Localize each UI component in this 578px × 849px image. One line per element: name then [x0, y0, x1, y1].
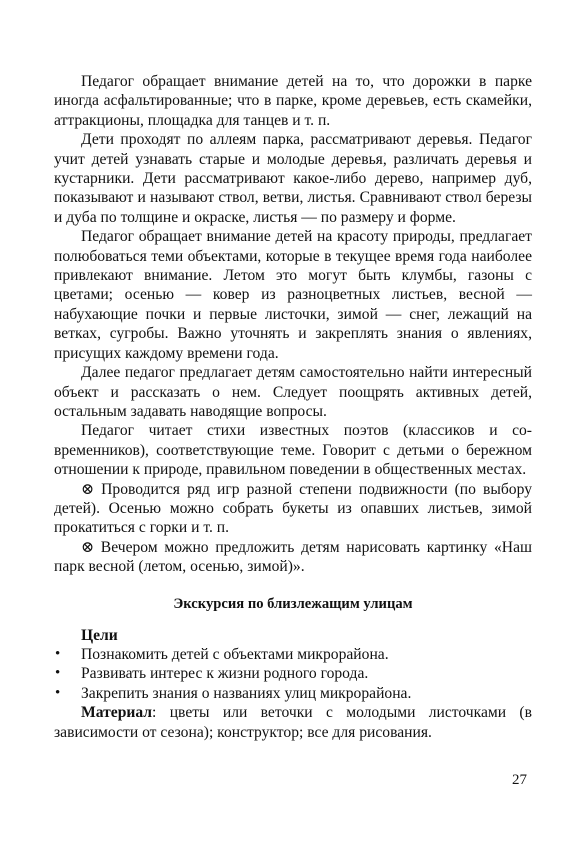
- section-title: Экскурсия по близлежащим улицам: [173, 595, 413, 612]
- list-item: [54, 664, 532, 683]
- material-label: Материал: [81, 704, 153, 722]
- bullet-icon: •: [55, 645, 61, 662]
- paragraph-6: ⊗ Проводится ряд игр разной степени подвижности (по выбору детей). Осенью можно собрать букеты из опавших листьев, зимой прокатиться с горки и т. п.: [54, 480, 532, 537]
- list-item: [54, 645, 532, 664]
- list-item: [54, 684, 532, 703]
- goal-text: Закрепить знания о названиях улиц микрорайона.: [81, 684, 412, 702]
- goals-list: [54, 645, 532, 703]
- material-paragraph: [54, 703, 532, 742]
- bullet-icon: •: [55, 665, 61, 682]
- material-text: : цветы или веточки с молодыми листочками (в зависимости от сезона); конструктор; все для рисования.: [54, 704, 532, 741]
- paragraph-1: Педагог обращает внимание детей на то, что дорожки в парке иногда асфальтированные; что в парке, кроме деревьев, есть скамейки, аттракционы, площадка для танцев и т. п.: [54, 73, 532, 129]
- goals-heading: Цели: [81, 626, 118, 644]
- goal-text: Развивать интерес к жизни родного города.: [81, 665, 369, 683]
- page-number: 27: [512, 772, 527, 788]
- goal-text: Познакомить детей с объектами микрорайона.: [81, 645, 389, 663]
- paragraph-7: ⊗ Вечером можно предложить детям нарисовать картинку «Наш парк весной (летом, осенью, зимой)».: [54, 538, 532, 576]
- page-content: [54, 72, 532, 742]
- paragraph-3: Педагог обращает внимание детей на красоту природы, предлагает полюбоваться теми объектами, которые в текущее время года наиболее привлекают внимание. Летом это могут быть клумбы, газоны с цветами; осенью — ковер из разноцветных листьев, весной — набухающие почки и первые листочки, зимой — снег, лежащий на ветках, сугробы. Важно уточнять и закреплять знания о явлениях, присущих каждому времени года.: [54, 228, 532, 362]
- paragraph-5: Педагог читает стихи известных поэтов (классиков и современников), соответствующие теме. Говорит с детьми о бережном отношении к природе, правильном поведении в общественных местах.: [54, 422, 532, 479]
- paragraph-4: Далее педагог предлагает детям самостоятельно найти интересный объект и рассказать о нем. Следует поощрять активных детей, остальным задавать наводящие вопросы.: [54, 364, 532, 420]
- paragraph-2: Дети проходят по аллеям парка, рассматривают деревья. Педагог учит детей узнавать старые и молодые деревья, различать деревья и кустарники. Дети рассматривают какое-либо дерево, например дуб, показывают и называют ствол, ветви, листья. Сравнивают ствол березы и дуба по толщине и окраске, листья — по размеру и форме.: [54, 131, 532, 226]
- bullet-icon: •: [55, 684, 61, 701]
